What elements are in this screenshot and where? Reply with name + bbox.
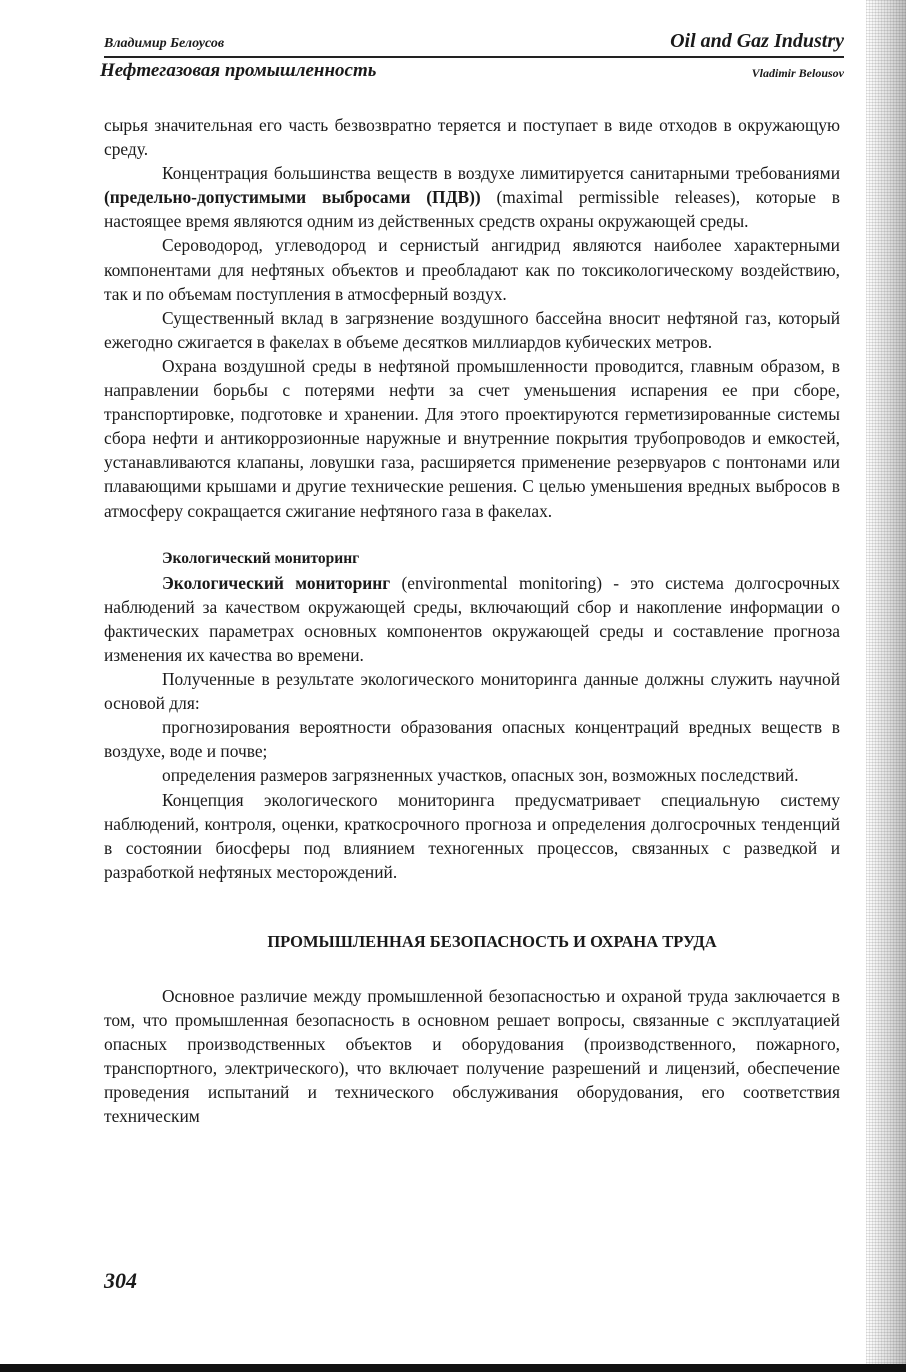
list-item: прогнозирования вероятности образования опасных концентраций вредных веществ в воздухе, воде и почве; <box>104 717 840 762</box>
header-rule <box>104 56 844 58</box>
header-journal-en: Oil and Gaz Industry <box>670 30 844 52</box>
paragraph: Сероводород, углеводород и сернистый ангидрид являются наиболее характерными компонентами для нефтяных объектов и преобладают как по токсикологическому воздействию, так и по объемам поступления в атмосферный воздух. <box>104 235 840 304</box>
page-body <box>104 113 840 1129</box>
paragraph: Концепция экологического мониторинга предусматривает специальную систему наблюдений, контроля, оценки, краткосрочного прогноза и определения долгосрочных тенденций в состоянии биосферы под влиянием техногенных процессов, связанных с разведкой и разработкой нефтяных месторождений. <box>104 789 840 882</box>
page-number: 304 <box>104 1268 137 1293</box>
paragraph-text: (environmental monitoring) - это система долгосрочных наблюдений за качеством окружающей среды, включающий сбор и накопление информации о фактических параметрах основных компонентов окружающей среды и составление прогноза изменения их качества во времени. <box>104 572 840 665</box>
paragraph: Основное различие между промышленной безопасностью и охраной труда заключается в том, что промышленная безопасность в основном решает вопросы, связанные с эксплуатацией опасных производственных объектов и оборудования (производственного, пожарного, транспортного, электрического), что включает получение разрешений и лицензий, обеспечение проведения испытаний и технического обслуживания оборудования, его соответствия техническим <box>104 986 840 1127</box>
subsection-heading: Экологический мониторинг <box>162 549 360 567</box>
spacer <box>104 884 840 930</box>
spacer <box>104 523 840 547</box>
running-header <box>100 30 844 85</box>
paragraph: Охрана воздушной среды в нефтяной промышленности проводится, главным образом, в направлении борьбы с потерями нефти за счет уменьшения испарения ее при сборе, транспортировке, подготовке и хранении. Для этого проектируются герметизированные системы сбора нефти и антикоррозионные наружные и внутренние покрытия трубопроводов и емкостей, устанавливаются клапаны, ловушки газа, расширяется применение резервуаров с понтонами или плавающими крышами и другие технические решения. С целью уменьшения вредных выбросов в атмосферу сокращается сжигание нефтяного газа в факелах. <box>104 355 840 521</box>
paragraph: сырья значительная его часть безвозвратно теряется и поступает в виде отходов в окружающую среду. <box>104 115 840 160</box>
paragraph-text: (maximal permissible releases), которые в настоящее время являются одним из действенных средств охраны окружающей среды. <box>104 187 840 232</box>
paragraph <box>104 571 840 667</box>
spacer <box>104 954 840 984</box>
paragraph: Полученные в результате экологического мониторинга данные должны служить научной основой для: <box>104 669 840 714</box>
list-item: определения размеров загрязненных участков, опасных зон, возможных последствий. <box>162 765 799 786</box>
header-author-ru: Владимир Белоусов <box>104 36 225 51</box>
paragraph-term: Экологический мониторинг <box>162 572 391 593</box>
paragraph-term: (предельно-допустимыми выбросами (ПДВ)) <box>104 187 481 208</box>
paragraph: Существенный вклад в загрязнение воздушного бассейна вносит нефтяной газ, который ежегодно сжигается в факелах в объеме десятков миллиардов кубических метров. <box>104 307 840 352</box>
scan-bottom-edge <box>0 1364 906 1372</box>
header-author-en: Vladimir Belousov <box>751 66 844 80</box>
paragraph-text: Концентрация большинства веществ в воздухе лимитируется санитарными требованиями <box>162 163 840 184</box>
paragraph <box>104 161 840 233</box>
scan-shadow-edge <box>866 0 906 1372</box>
section-title: ПРОМЫШЛЕННАЯ БЕЗОПАСНОСТЬ И ОХРАНА ТРУДА <box>267 931 717 951</box>
header-journal-ru: Нефтегазовая промышленность <box>100 60 377 81</box>
